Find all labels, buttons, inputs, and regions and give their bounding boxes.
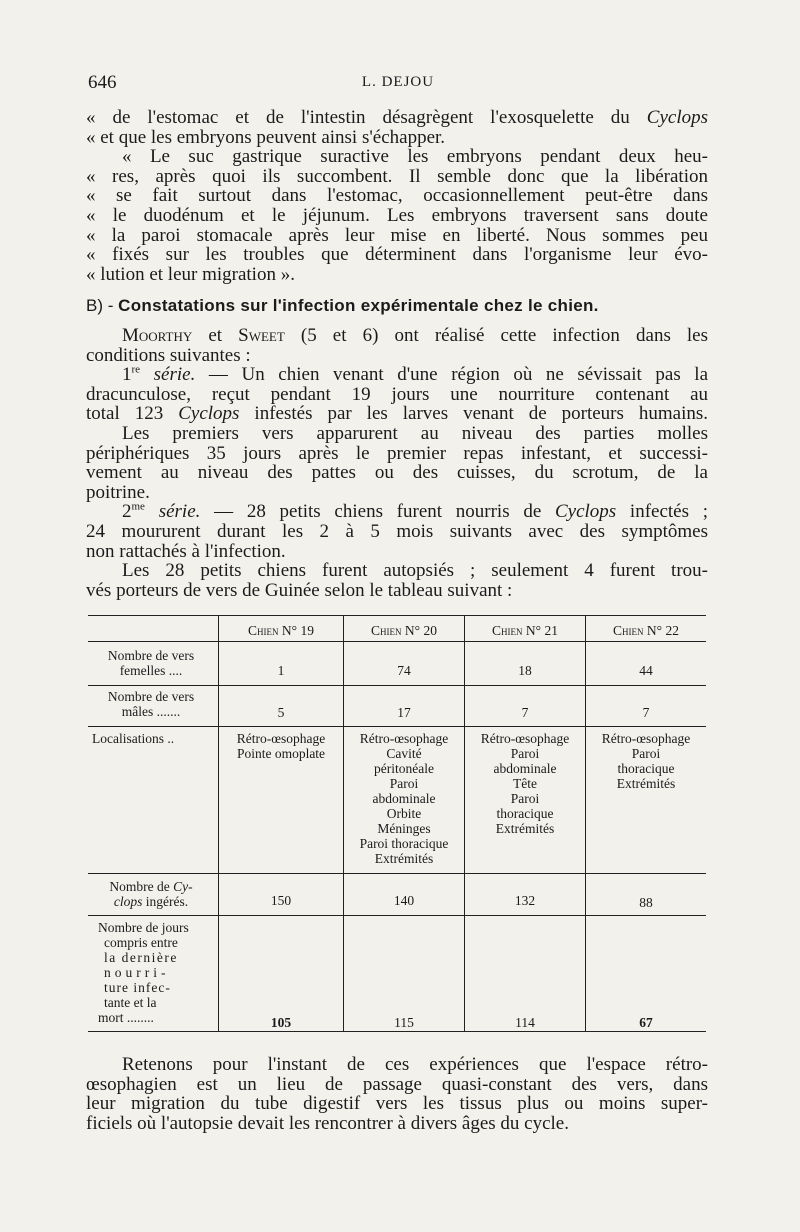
text-line: vés porteurs de vers de Guinée selon le tableau suivant : <box>86 579 513 601</box>
text-line: « se fait surtout dans l'estomac, occasionnellement peut-être dans <box>86 185 708 207</box>
table-cell: 17 <box>397 705 411 720</box>
text-line: non rattachés à l'infection. <box>86 540 286 562</box>
table-rule <box>88 726 706 727</box>
table-cell: 5 <box>277 705 285 720</box>
table-cell: 150 <box>270 893 292 908</box>
text-line: « lution et leur migration ». <box>86 263 295 285</box>
text-line: poitrine. <box>86 481 150 503</box>
text-line: œsophagien est un lieu de passage quasi-constant des vers, dans <box>86 1073 708 1095</box>
text-line: « Le suc gastrique suractive les embryons pendant deux heu- <box>122 146 708 168</box>
table-cell: 132 <box>514 893 536 908</box>
row-label-males: Nombre de vers mâles ....... <box>107 689 195 719</box>
column-header: Chien N° 21 <box>492 623 558 638</box>
table-rule <box>88 615 706 616</box>
table-cell: 7 <box>642 705 650 720</box>
table-cell: 7 <box>521 705 529 720</box>
table-cell-localisations: Rétro-œsophage Pointe omoplate <box>236 731 326 761</box>
table-cell: 140 <box>393 893 415 908</box>
text-line: « et que les embryons peuvent ainsi s'échapper. <box>86 126 446 148</box>
row-label-females: Nombre de vers femelles .... <box>107 648 195 678</box>
text-line: « res, après quoi ils succombent. Il semble donc que la libération <box>86 165 708 187</box>
body-text <box>86 326 708 600</box>
text-line: dracunculose, reçut pendant 19 jours une nourriture contenant au <box>86 383 708 405</box>
running-head <box>88 72 708 96</box>
text-line: Retenons pour l'instant de ces expériences que l'espace rétro- <box>122 1054 708 1075</box>
table-cell: 1 <box>277 663 285 678</box>
results-table <box>88 615 706 1035</box>
row-label-days: Nombre de jours compris entre la dernière nourri- ture infec- tante et la mort ........ <box>98 920 189 1025</box>
column-header: Chien N° 22 <box>613 623 679 638</box>
text-line: Moorthy et Sweet (5 et 6) ont réalisé cette infection dans les <box>122 325 709 346</box>
quote-paragraph <box>86 108 708 284</box>
text-line: vement au niveau des pattes ou des cuisses, du scrotum, de la <box>86 462 708 484</box>
row-label-localisations: Localisations .. <box>92 731 175 746</box>
text-line: « le duodénum et le jéjunum. Les embryons traversent sans doute <box>86 204 708 226</box>
table-cell: 18 <box>518 663 532 678</box>
column-header: Chien N° 20 <box>371 623 437 638</box>
text-line: « la paroi stomacale après leur mise en liberté. Nous sommes peu <box>86 224 708 246</box>
table-cell: 44 <box>639 663 653 678</box>
table-cell: 67 <box>639 1015 653 1030</box>
table-cell: 114 <box>515 1015 535 1030</box>
text-line: ficiels où l'autopsie devait les rencontrer à divers âges du cycle. <box>86 1112 569 1134</box>
text-line: 1re série. — Un chien venant d'une région où ne sévissait pas la <box>122 363 709 386</box>
table-cell-localisations: Rétro-œsophage Cavité péritonéale Paroi abdominale Orbite Méninges Paroi thoracique Extrémités <box>359 731 449 866</box>
table-rule <box>88 915 706 916</box>
page-number: 646 <box>88 72 117 93</box>
text-line: périphériques 35 jours après le premier repas infestant, et successi- <box>86 442 708 464</box>
text-line: « fixés sur les troubles que déterminent dans l'organisme leur évo- <box>86 244 708 266</box>
table-rule <box>88 685 706 686</box>
table-cell: 88 <box>639 895 653 910</box>
text-line: « de l'estomac et de l'intestin désagrègent l'exosquelette du Cyclops <box>86 107 708 128</box>
table-rule <box>88 1031 706 1032</box>
text-line: leur migration du tube digestif vers les tissus plus ou moins super- <box>86 1093 708 1115</box>
text-line: conditions suivantes : <box>86 344 251 366</box>
table-cell: 115 <box>394 1015 414 1030</box>
text-line: $2^{me}$ série. — 28 petits chiens furent nourris de Cyclops infectés ; <box>122 501 709 523</box>
table-cell: 105 <box>270 1015 292 1030</box>
table-cell-localisations: Rétro-œsophage Paroi thoracique Extrémités <box>601 731 691 791</box>
text-line: total 123 Cyclops infestés par les larves venant de porteurs humains. <box>86 403 708 425</box>
table-rule <box>88 641 706 642</box>
text-line: Les 28 petits chiens furent autopsiés ; seulement 4 furent trou- <box>122 560 708 582</box>
running-author: L. DEJOU <box>361 74 435 90</box>
closing-paragraph <box>86 1055 708 1133</box>
table-cell-localisations: Rétro-œsophage Paroi abdominale Tête Paroi thoracique Extrémités <box>480 731 570 836</box>
row-label-cyclops: Nombre de Cy- clops ingérés. <box>109 879 193 909</box>
column-header: Chien N° 19 <box>248 623 314 638</box>
section-heading: B) - Constatations sur l'infection expérimentale chez le chien. <box>86 296 599 315</box>
table-cell: 74 <box>397 663 411 678</box>
text-line: Les premiers vers apparurent au niveau des parties molles <box>122 422 708 444</box>
table-rule <box>88 873 706 874</box>
text-line: 24 moururent durant les 2 à 5 mois suivants avec des symptômes <box>86 520 708 542</box>
